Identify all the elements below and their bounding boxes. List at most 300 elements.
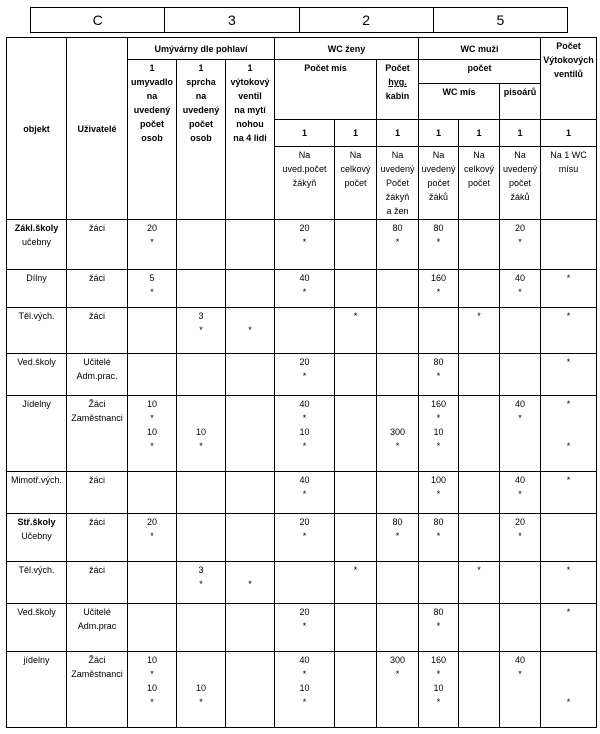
cell-value-line: 10 xyxy=(195,427,206,437)
cell-value-line: 300 xyxy=(389,427,406,437)
cell-value-line: 10 xyxy=(433,683,444,693)
cell-objekt-line: Ved.školy xyxy=(17,607,56,617)
cell-value-line: * xyxy=(436,489,441,499)
cell-value-line: * xyxy=(518,489,522,499)
top-cell-3: 3 xyxy=(165,8,299,33)
header-ventil-line: 1 xyxy=(247,63,253,73)
cell-objekt-line: Zákl.školy xyxy=(14,223,59,233)
cell-value-line xyxy=(542,411,595,425)
cell-value xyxy=(377,562,419,604)
cell-value xyxy=(226,514,275,562)
header-sprcha-line: sprcha xyxy=(186,77,216,87)
header-one-2: 1 xyxy=(377,120,419,147)
cell-value xyxy=(275,270,335,308)
table-row xyxy=(7,562,597,604)
cell-objekt xyxy=(7,652,67,728)
cell-value-line: * xyxy=(436,237,441,247)
cell-value xyxy=(177,472,226,514)
cell-objekt-line: Stř.školy xyxy=(17,517,56,527)
cell-value-line xyxy=(542,667,595,681)
cell-value xyxy=(335,652,377,728)
cell-value xyxy=(177,396,226,472)
cell-value xyxy=(128,472,177,514)
header-uzivatele: Uživatelé xyxy=(67,38,128,220)
cell-value-line: * xyxy=(518,237,522,247)
cell-value-line: * xyxy=(150,669,154,679)
cell-value-line: * xyxy=(150,413,154,423)
cell-value-line: * xyxy=(566,565,571,575)
cell-value xyxy=(541,396,597,472)
cell-value xyxy=(541,220,597,270)
cell-value-line: * xyxy=(518,413,522,423)
header-objekt: objekt xyxy=(7,38,67,220)
cell-uzivatele xyxy=(67,514,128,562)
cell-objekt xyxy=(7,514,67,562)
cell-value-line: * xyxy=(302,621,307,631)
table-row xyxy=(7,652,597,728)
cell-value-line xyxy=(542,425,595,439)
cell-value-line: * xyxy=(518,669,522,679)
cell-value-line: * xyxy=(395,441,400,451)
cell-uzivatele xyxy=(67,220,128,270)
cell-value-line: * xyxy=(477,311,481,321)
cell-value-line: * xyxy=(395,531,400,541)
cell-objekt xyxy=(7,354,67,396)
header-desc-3 xyxy=(419,147,459,220)
cell-value xyxy=(500,514,541,562)
cell-value xyxy=(226,308,275,354)
cell-value xyxy=(177,308,226,354)
cell-value xyxy=(226,562,275,604)
cell-value xyxy=(275,396,335,472)
top-cell-c: C xyxy=(31,8,165,33)
cell-uzivatele-line: Adm.prac xyxy=(77,621,117,631)
cell-value xyxy=(419,514,459,562)
cell-value xyxy=(377,514,419,562)
cell-value-line: 10 xyxy=(146,399,157,409)
cell-value-line: * xyxy=(436,669,441,679)
header-pocet-ventilu xyxy=(541,38,597,120)
header-one-0: 1 xyxy=(275,120,335,147)
cell-uzivatele-line: žáci xyxy=(88,565,105,575)
cell-value xyxy=(177,220,226,270)
cell-value-line xyxy=(178,667,224,681)
cell-value-line: 40 xyxy=(515,273,526,283)
cell-value xyxy=(177,270,226,308)
cell-value-line: 20 xyxy=(146,223,157,233)
header-pocet-ventilu-line: Výtokových xyxy=(543,55,594,65)
cell-value xyxy=(419,562,459,604)
cell-value xyxy=(377,220,419,270)
cell-objekt-line: Těl.vých. xyxy=(18,311,55,321)
cell-value-line: 100 xyxy=(431,475,447,485)
cell-value xyxy=(335,308,377,354)
cell-value xyxy=(541,652,597,728)
cell-value-line: 80 xyxy=(433,223,444,233)
header-pocet-hyg-kabin-line: Počet xyxy=(385,63,410,73)
cell-uzivatele xyxy=(67,562,128,604)
cell-uzivatele xyxy=(67,652,128,728)
cell-value-line: * xyxy=(566,357,571,367)
cell-value xyxy=(275,354,335,396)
cell-value xyxy=(459,354,500,396)
cell-value-line: 20 xyxy=(146,517,157,527)
header-pocet-hyg-kabin-line: hyg. xyxy=(388,77,407,87)
cell-value xyxy=(541,562,597,604)
header-one-1: 1 xyxy=(335,120,377,147)
cell-value xyxy=(226,220,275,270)
header-wc-mis-muzi: WC mís xyxy=(419,84,500,120)
cell-value-line: 40 xyxy=(515,399,526,409)
header-pocet-mis-zeny: Počet mís xyxy=(275,60,377,120)
header-pocet-hyg-kabin-line: kabin xyxy=(385,91,410,101)
cell-value xyxy=(541,308,597,354)
header-sprcha-line: osob xyxy=(190,133,212,143)
cell-value-line: * xyxy=(518,531,522,541)
cell-value-line: 10 xyxy=(195,683,206,693)
cell-value xyxy=(335,604,377,652)
cell-value xyxy=(335,270,377,308)
header-desc-line: uved.počet xyxy=(282,164,327,174)
cell-value-line: * xyxy=(566,441,571,451)
header-desc-line: počet xyxy=(468,178,491,188)
cell-value xyxy=(226,270,275,308)
cell-uzivatele-line: Žáci xyxy=(88,399,106,409)
table-row xyxy=(7,270,597,308)
header-desc-line: uvedený xyxy=(421,164,456,174)
header-ventil xyxy=(226,60,275,220)
cell-value-line: 40 xyxy=(299,273,310,283)
cell-value-line xyxy=(178,653,224,667)
cell-value-line: 3 xyxy=(198,565,204,575)
cell-value xyxy=(128,562,177,604)
cell-value xyxy=(459,472,500,514)
table-row xyxy=(7,308,597,354)
cell-value-line: 80 xyxy=(433,607,444,617)
header-sprcha xyxy=(177,60,226,220)
cell-value xyxy=(226,354,275,396)
cell-uzivatele xyxy=(67,270,128,308)
header-ventil-line: výtokový xyxy=(230,77,270,87)
table-row xyxy=(7,514,597,562)
cell-value xyxy=(128,396,177,472)
cell-uzivatele xyxy=(67,308,128,354)
cell-value-line: * xyxy=(302,413,307,423)
table-row xyxy=(7,396,597,472)
cell-value xyxy=(275,604,335,652)
cell-value xyxy=(128,270,177,308)
cell-value xyxy=(275,514,335,562)
cell-value xyxy=(226,396,275,472)
cell-value-line: * xyxy=(566,311,571,321)
header-desc-0 xyxy=(275,147,335,220)
cell-value xyxy=(335,220,377,270)
cell-value-line xyxy=(542,681,595,695)
cell-objekt xyxy=(7,308,67,354)
table-row xyxy=(7,604,597,652)
cell-value xyxy=(419,270,459,308)
cell-value-line: * xyxy=(436,413,441,423)
cell-value-line: * xyxy=(302,531,307,541)
cell-objekt-line: Těl.vých. xyxy=(18,565,55,575)
cell-objekt xyxy=(7,562,67,604)
header-desc-line: žákyň xyxy=(385,192,410,202)
cell-value-line: * xyxy=(199,697,203,707)
header-ventil-line: na mytí xyxy=(234,105,266,115)
cell-uzivatele-line: žáci xyxy=(88,311,105,321)
cell-objekt xyxy=(7,396,67,472)
top-row-table xyxy=(30,7,568,33)
cell-uzivatele-line: Učitelé xyxy=(83,607,111,617)
cell-objekt xyxy=(7,220,67,270)
cell-value xyxy=(226,652,275,728)
cell-value-line: * xyxy=(302,287,307,297)
cell-value xyxy=(419,604,459,652)
cell-value xyxy=(500,354,541,396)
cell-value xyxy=(128,354,177,396)
header-desc-line: a žen xyxy=(386,206,409,216)
cell-value xyxy=(177,562,226,604)
cell-value xyxy=(128,514,177,562)
cell-objekt-line: učebny xyxy=(21,237,52,247)
cell-value-line: * xyxy=(436,441,441,451)
header-desc-line: uvedený xyxy=(380,164,415,174)
cell-value xyxy=(541,514,597,562)
cell-value xyxy=(459,396,500,472)
cell-objekt xyxy=(7,270,67,308)
cell-value xyxy=(419,472,459,514)
header-sprcha-line: 1 xyxy=(198,63,204,73)
cell-uzivatele-line: Učitelé xyxy=(83,357,111,367)
cell-value-line: * xyxy=(248,325,252,335)
header-umyvadlo-line: na xyxy=(146,91,158,101)
header-desc-line: Na xyxy=(473,150,485,160)
header-umyvarny: Umývárny dle pohlaví xyxy=(128,38,275,60)
header-desc-4 xyxy=(459,147,500,220)
cell-uzivatele-line: Žáci xyxy=(88,655,106,665)
cell-value-line: 40 xyxy=(299,475,310,485)
cell-objekt-line: Mimotř.vých. xyxy=(10,475,62,485)
cell-value xyxy=(275,562,335,604)
header-sprcha-line: na xyxy=(195,91,207,101)
cell-objekt xyxy=(7,472,67,514)
header-desc-line: mísu xyxy=(558,164,579,174)
header-desc-6 xyxy=(541,147,597,220)
cell-value-line xyxy=(378,411,417,425)
cell-uzivatele xyxy=(67,354,128,396)
cell-value xyxy=(226,472,275,514)
header-desc-line: počet xyxy=(344,178,367,188)
cell-value xyxy=(335,472,377,514)
header-desc-5 xyxy=(500,147,541,220)
header-pocet-ventilu-line: Počet xyxy=(556,41,581,51)
cell-value-line: 5 xyxy=(149,273,155,283)
cell-objekt-line: jídelny xyxy=(23,655,50,665)
cell-value-line: 40 xyxy=(299,655,310,665)
cell-value xyxy=(377,396,419,472)
cell-value xyxy=(419,354,459,396)
cell-value-line: * xyxy=(248,579,252,589)
cell-value xyxy=(377,604,419,652)
top-cell-2: 2 xyxy=(299,8,433,33)
table-row xyxy=(7,220,597,270)
cell-value-line: * xyxy=(353,311,358,321)
cell-value-line: 80 xyxy=(433,357,444,367)
cell-value-line: 20 xyxy=(515,223,526,233)
cell-value xyxy=(335,562,377,604)
cell-value-line xyxy=(178,397,224,411)
cell-value-line: 10 xyxy=(299,427,310,437)
header-one-5: 1 xyxy=(500,120,541,147)
cell-value-line xyxy=(227,563,273,577)
header-umyvadlo xyxy=(128,60,177,220)
header-wc-muzi: WC muži xyxy=(419,38,541,60)
cell-value-line: * xyxy=(199,325,203,335)
cell-value xyxy=(500,220,541,270)
cell-uzivatele-line: žáci xyxy=(88,475,105,485)
cell-value-line: * xyxy=(436,697,441,707)
header-sprcha-line: uvedený xyxy=(182,105,220,115)
cell-value-line: * xyxy=(566,273,571,283)
cell-value-line xyxy=(542,653,595,667)
cell-value-line: * xyxy=(302,697,307,707)
header-ventil-line: ventil xyxy=(238,91,262,101)
cell-value-line: * xyxy=(150,287,154,297)
header-pocet-hyg-kabin xyxy=(377,60,419,120)
requirements-table xyxy=(6,37,597,728)
cell-value xyxy=(459,220,500,270)
header-row-1 xyxy=(7,38,597,60)
header-desc-line: Na xyxy=(349,150,362,160)
header-wc-zeny: WC ženy xyxy=(275,38,419,60)
cell-value-line: * xyxy=(302,669,307,679)
cell-value-line: * xyxy=(302,237,307,247)
cell-uzivatele xyxy=(67,604,128,652)
cell-value xyxy=(128,220,177,270)
cell-value xyxy=(419,652,459,728)
cell-value xyxy=(459,604,500,652)
header-umyvadlo-line: 1 xyxy=(149,63,155,73)
header-sprcha-line: počet xyxy=(188,119,213,129)
cell-value-line: * xyxy=(566,607,571,617)
cell-value xyxy=(541,604,597,652)
cell-value xyxy=(541,472,597,514)
header-desc-line: Na xyxy=(391,150,404,160)
header-desc-line: počet xyxy=(427,178,450,188)
cell-value-line: 20 xyxy=(299,607,310,617)
cell-value xyxy=(459,270,500,308)
cell-value-line: * xyxy=(436,371,441,381)
cell-uzivatele-line: Zaměstnanci xyxy=(71,413,123,423)
cell-value xyxy=(500,562,541,604)
cell-value xyxy=(459,308,500,354)
header-one-3: 1 xyxy=(419,120,459,147)
cell-value-line: * xyxy=(353,565,358,575)
cell-value xyxy=(335,396,377,472)
header-pocet-muzi: počet xyxy=(419,60,541,84)
cell-value xyxy=(335,514,377,562)
cell-value xyxy=(128,604,177,652)
cell-value xyxy=(275,472,335,514)
cell-value-line: 10 xyxy=(146,683,157,693)
cell-objekt-line: Ved.školy xyxy=(17,357,56,367)
cell-value-line: * xyxy=(302,441,307,451)
cell-value-line: * xyxy=(518,287,522,297)
cell-value xyxy=(500,604,541,652)
cell-uzivatele xyxy=(67,472,128,514)
cell-value xyxy=(500,396,541,472)
header-desc-line: celkový xyxy=(464,164,495,174)
cell-value-line: 10 xyxy=(146,427,157,437)
cell-value-line: * xyxy=(477,565,481,575)
cell-uzivatele xyxy=(67,396,128,472)
header-desc-line: celkový xyxy=(340,164,371,174)
cell-uzivatele-line: Adm.prac. xyxy=(76,371,118,381)
header-desc-line: Počet xyxy=(386,178,410,188)
cell-value-line: * xyxy=(302,489,307,499)
cell-value xyxy=(335,354,377,396)
cell-uzivatele-line: žáci xyxy=(88,223,105,233)
cell-value-line: 20 xyxy=(299,223,310,233)
cell-value-line: 40 xyxy=(515,655,526,665)
cell-value-line xyxy=(178,411,224,425)
header-desc-2 xyxy=(377,147,419,220)
cell-value-line: 3 xyxy=(198,311,204,321)
cell-value-line: * xyxy=(566,399,571,409)
header-pisoaru: pisoárů xyxy=(500,84,541,120)
cell-value-line: 160 xyxy=(431,655,447,665)
cell-value-line: 10 xyxy=(146,655,157,665)
cell-value xyxy=(128,308,177,354)
cell-value xyxy=(500,652,541,728)
cell-value-line: 80 xyxy=(392,517,403,527)
cell-value xyxy=(377,270,419,308)
cell-value xyxy=(377,308,419,354)
cell-value xyxy=(459,514,500,562)
cell-value-line: 40 xyxy=(515,475,526,485)
cell-value xyxy=(541,270,597,308)
header-desc-line: žáků xyxy=(429,192,449,202)
header-one-6: 1 xyxy=(541,120,597,147)
header-desc-line: Na xyxy=(514,150,526,160)
cell-value xyxy=(419,220,459,270)
header-desc-line: žáků xyxy=(510,192,530,202)
table-row xyxy=(7,472,597,514)
header-umyvadlo-line: počet xyxy=(139,119,164,129)
table-row xyxy=(7,354,597,396)
cell-value-line: * xyxy=(150,237,154,247)
cell-value-line: * xyxy=(436,531,441,541)
cell-value xyxy=(500,472,541,514)
header-desc-line: Na 1 WC xyxy=(550,150,587,160)
header-umyvadlo-line: uvedený xyxy=(133,105,171,115)
cell-value xyxy=(377,652,419,728)
cell-value-line: 160 xyxy=(431,399,447,409)
cell-value xyxy=(177,354,226,396)
cell-value-line: * xyxy=(302,371,307,381)
cell-value xyxy=(500,308,541,354)
cell-value xyxy=(177,604,226,652)
header-desc-1 xyxy=(335,147,377,220)
cell-uzivatele-line: žáci xyxy=(88,273,105,283)
cell-value xyxy=(419,308,459,354)
cell-value-line: * xyxy=(150,697,154,707)
cell-value xyxy=(377,472,419,514)
cell-value xyxy=(500,270,541,308)
cell-value-line: 40 xyxy=(299,399,310,409)
header-ventil-line: na 4 lidi xyxy=(233,133,267,143)
cell-value-line: 300 xyxy=(389,655,406,665)
